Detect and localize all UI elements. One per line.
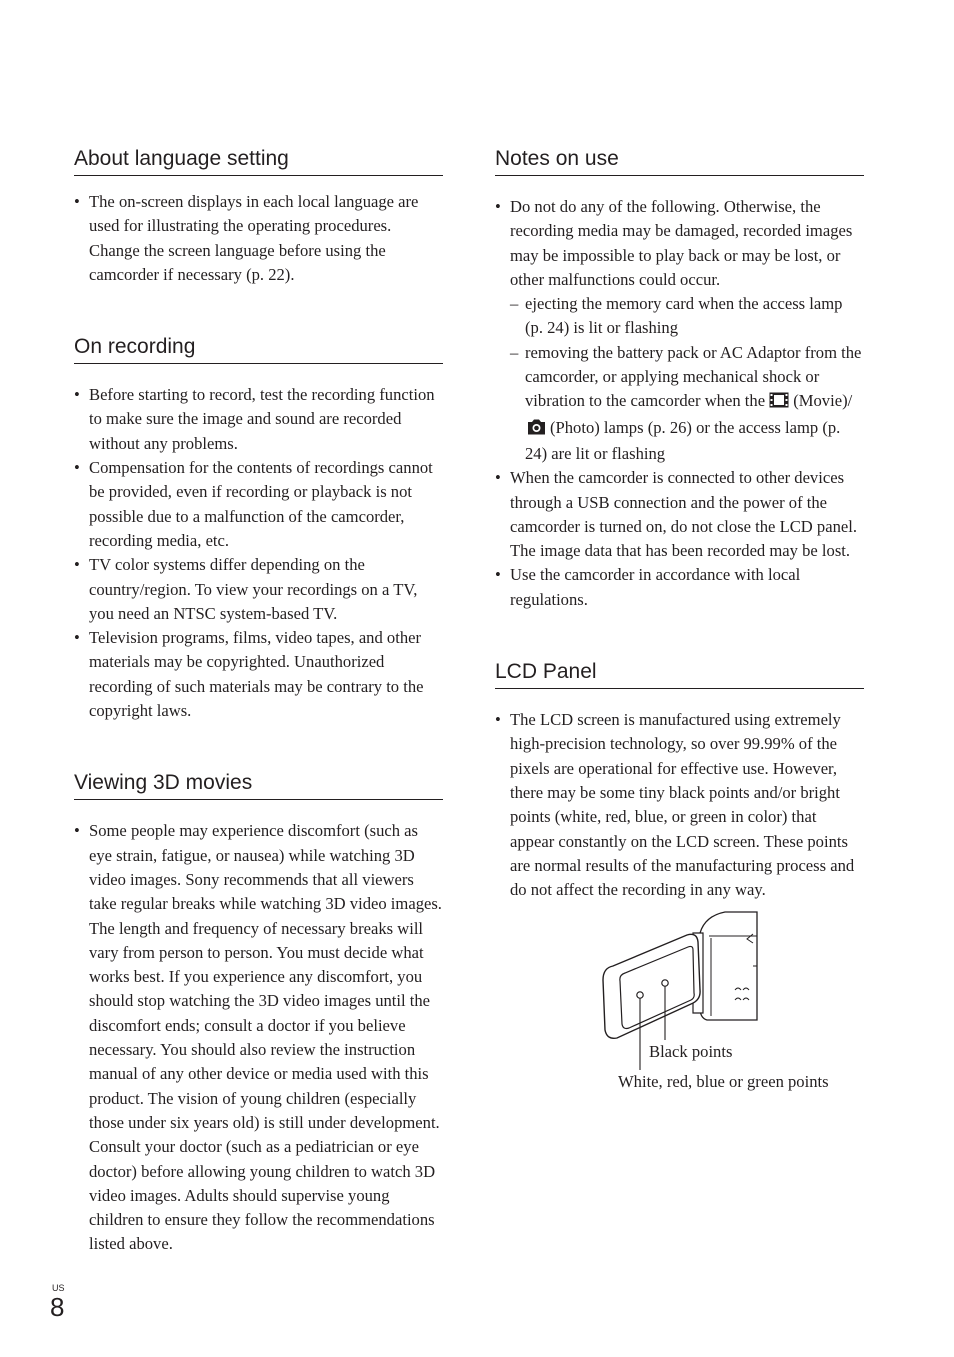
right-column <box>495 144 864 1113</box>
lcd-figure <box>495 908 864 1113</box>
list-item: • When the camcorder is connected to other devices through a USB connection and the power of the camcorder is turned on, do not close the LCD panel. The image data that has been recorded may be lost. <box>495 466 864 563</box>
label-bright-points: White, red, blue or green points <box>618 1072 829 1092</box>
sub-item-text-b: (Movie)/ <box>793 391 853 411</box>
heading-recording: On recording <box>74 332 443 364</box>
list-item: • Before starting to record, test the recording function to make sure the image and sound are recorded without any problems. <box>74 383 443 456</box>
page-number-value: 8 <box>50 1292 65 1322</box>
list-item: • Compensation for the contents of recordings cannot be provided, even if recording or playback is not possible due to a malfunction of the camcorder, recording media, etc. <box>74 456 443 553</box>
list-item: • Some people may experience discomfort (such as eye strain, fatigue, or nausea) while watching 3D video images. Sony recommends that all viewers take regular breaks while watching 3D video images. The length and frequency of necessary breaks will vary from person to person. You must decide what works best. If you experience any discomfort, you should stop watching the 3D video images until the discomfort ends; consult a doctor if you believe necessary. You should also review the instruction manual of any other device or media used with this product. The vision of young children (especially those under six years old) is still under development. Consult your doctor (such as a pediatrician or eye doctor) before allowing young children to watch 3D video images. Adults should supervise young children to ensure they follow the recommendations listed above. <box>74 819 443 1256</box>
page-number <box>50 1283 65 1321</box>
language-list <box>74 190 443 287</box>
list-item: • TV color systems differ depending on the country/region. To view your recordings on a TV, you need an NTSC system-based TV. <box>74 553 443 626</box>
list-item: • Television programs, films, video tapes, and other materials may be copyrighted. Unauthorized recording of such materials may be contrary to the copyright laws. <box>74 626 443 723</box>
lcd-list <box>495 708 864 902</box>
recording-list <box>74 383 443 723</box>
viewing-3d-list <box>74 819 443 1256</box>
list-item: • The on-screen displays in each local language are used for illustrating the operating procedures. Change the screen language before using the camcorder if necessary (p. 22). <box>74 190 443 287</box>
camera-icon <box>527 418 546 442</box>
heading-language: About language setting <box>74 144 443 176</box>
section-language <box>74 144 443 287</box>
notes-list <box>495 195 864 612</box>
list-item: • Use the camcorder in accordance with local regulations. <box>495 563 864 612</box>
sub-list-item: – ejecting the memory card when the access lamp (p. 24) is lit or flashing <box>510 292 864 341</box>
list-item: • The LCD screen is manufactured using extremely high-precision technology, so over 99.99% of the pixels are operational for effective use. However, there may be some tiny black points and/or bright points (white, red, blue, or green in color) that appear constantly on the LCD screen. These points are normal results of the manufacturing process and do not affect the recording in any way. <box>495 708 864 902</box>
sub-list-item <box>510 341 864 466</box>
heading-notes: Notes on use <box>495 144 864 176</box>
section-notes <box>495 144 864 612</box>
section-viewing-3d <box>74 768 443 1256</box>
black-point-marker <box>662 980 668 986</box>
sub-item-text-c: (Photo) lamps (p. 26) or the access lamp (p. 24) are lit or flashing <box>525 417 841 463</box>
bright-point-marker <box>637 992 643 998</box>
left-column <box>74 144 443 1257</box>
notes-sublist <box>510 292 864 466</box>
heading-viewing-3d: Viewing 3D movies <box>74 768 443 800</box>
list-item <box>495 195 864 466</box>
sub-item-text-a: removing the battery pack or AC Adaptor from the camcorder, or applying mechanical shock or vibration to the camcorder when the <box>525 342 862 411</box>
heading-lcd-panel: LCD Panel <box>495 657 864 689</box>
movie-film-icon <box>769 391 789 415</box>
notes-item-text: Do not do any of the following. Otherwise, the recording media may be damaged, recorded images may be impossible to play back or may be lost, or other malfunctions could occur. <box>510 197 853 289</box>
label-black-points: Black points <box>649 1042 733 1062</box>
region-code: US <box>52 1283 65 1293</box>
section-recording <box>74 332 443 723</box>
section-lcd-panel <box>495 657 864 1113</box>
